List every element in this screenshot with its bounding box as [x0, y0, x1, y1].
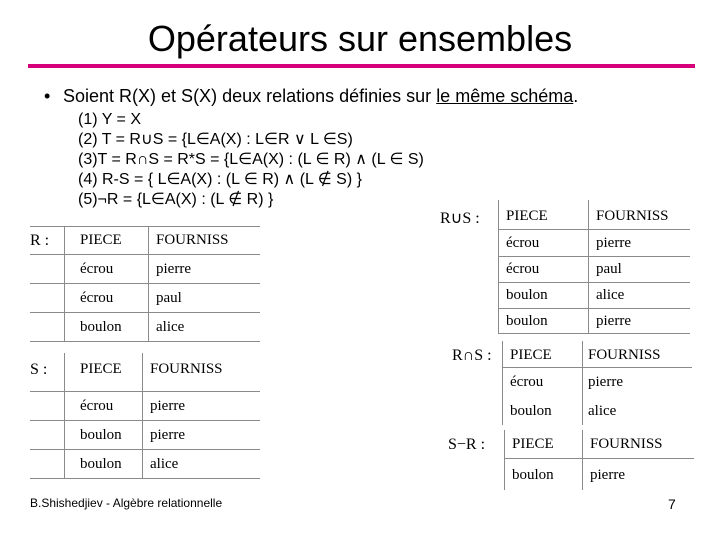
cell-piece: boulon: [506, 287, 548, 303]
table-rule: [502, 367, 692, 368]
cell-piece: écrou: [80, 261, 114, 277]
cell-piece: boulon: [510, 403, 552, 419]
cell-fourniss: pierre: [156, 261, 191, 277]
intro-underlined: le même schéma: [436, 86, 574, 106]
intro-text: Soient R(X) et S(X) deux relations définies sur: [63, 86, 437, 106]
cell-fourniss: pierre: [590, 467, 625, 483]
header-piece: PIECE: [510, 347, 552, 363]
cell-fourniss: paul: [596, 261, 622, 277]
cell-piece: écrou: [506, 261, 540, 277]
header-fourniss: FOURNISS: [156, 232, 229, 248]
cell-piece: écrou: [80, 290, 114, 306]
column-divider: [582, 430, 583, 490]
table-rule: [30, 341, 260, 342]
page-number: 7: [668, 496, 676, 512]
cell-piece: boulon: [80, 456, 122, 472]
union-label: R∪S :: [440, 210, 480, 227]
cell-fourniss: pierre: [588, 374, 623, 390]
column-divider: [582, 341, 583, 425]
header-fourniss: FOURNISS: [596, 208, 669, 224]
slide-title: Opérateurs sur ensembles: [147, 18, 573, 59]
cell-fourniss: pierre: [150, 427, 185, 443]
table-rule: [498, 282, 690, 283]
difference-divider: [504, 430, 505, 490]
relation-r-label: R :: [30, 232, 50, 249]
table-rule: [498, 308, 690, 309]
table-rule: [30, 312, 260, 313]
table-rule: [30, 226, 260, 227]
table-rule: [498, 256, 690, 257]
cell-fourniss: alice: [588, 403, 617, 419]
cell-fourniss: alice: [150, 456, 179, 472]
header-piece: PIECE: [80, 361, 122, 377]
difference-label: S−R :: [448, 436, 486, 453]
table-rule: [498, 229, 690, 230]
definition-4: (4) R-S = { L∈A(X) : (L ∈ R) ∧ (L ∉ S) }: [78, 171, 362, 188]
intro-bullet: [44, 86, 578, 107]
definition-1: (1) Y = X: [78, 111, 141, 128]
cell-fourniss: pierre: [596, 313, 631, 329]
relation-s-label: S :: [30, 361, 48, 378]
header-fourniss: FOURNISS: [588, 347, 661, 363]
header-piece: PIECE: [506, 208, 548, 224]
cell-piece: écrou: [506, 235, 540, 251]
cell-fourniss: alice: [596, 287, 625, 303]
table-rule: [498, 333, 690, 334]
union-divider: [498, 200, 499, 333]
cell-piece: boulon: [512, 467, 554, 483]
header-fourniss: FOURNISS: [150, 361, 223, 377]
relation-r-divider: [64, 226, 65, 342]
footer-credit: B.Shishedjiev - Algèbre relationnelle: [30, 496, 223, 510]
definition-5: (5)¬R = {L∈A(X) : (L ∉ R) }: [78, 191, 274, 208]
intersection-label: R∩S :: [452, 347, 492, 364]
cell-fourniss: alice: [156, 319, 185, 335]
table-rule: [30, 283, 260, 284]
cell-fourniss: pierre: [596, 235, 631, 251]
relation-s-divider: [64, 353, 65, 479]
bullet-icon: •: [44, 86, 51, 106]
cell-piece: écrou: [510, 374, 544, 390]
cell-fourniss: paul: [156, 290, 182, 306]
cell-piece: boulon: [80, 427, 122, 443]
cell-piece: boulon: [80, 319, 122, 335]
header-piece: PIECE: [512, 436, 554, 452]
cell-piece: boulon: [506, 313, 548, 329]
definition-2: (2) T = R∪S = {L∈A(X) : L∈R ∨ L ∈S): [78, 131, 353, 148]
header-fourniss: FOURNISS: [590, 436, 663, 452]
column-divider: [142, 353, 143, 479]
column-divider: [148, 226, 149, 342]
cell-piece: écrou: [80, 398, 114, 414]
table-rule: [504, 458, 694, 459]
intersection-divider: [502, 341, 503, 425]
column-divider: [588, 200, 589, 333]
definition-3: (3)T = R∩S = R*S = {L∈A(X) : (L ∈ R) ∧ (L ∈ S): [78, 151, 424, 168]
cell-fourniss: pierre: [150, 398, 185, 414]
header-piece: PIECE: [80, 232, 122, 248]
intro-end: .: [573, 86, 579, 106]
table-rule: [30, 254, 260, 255]
title-underline: [28, 64, 695, 68]
